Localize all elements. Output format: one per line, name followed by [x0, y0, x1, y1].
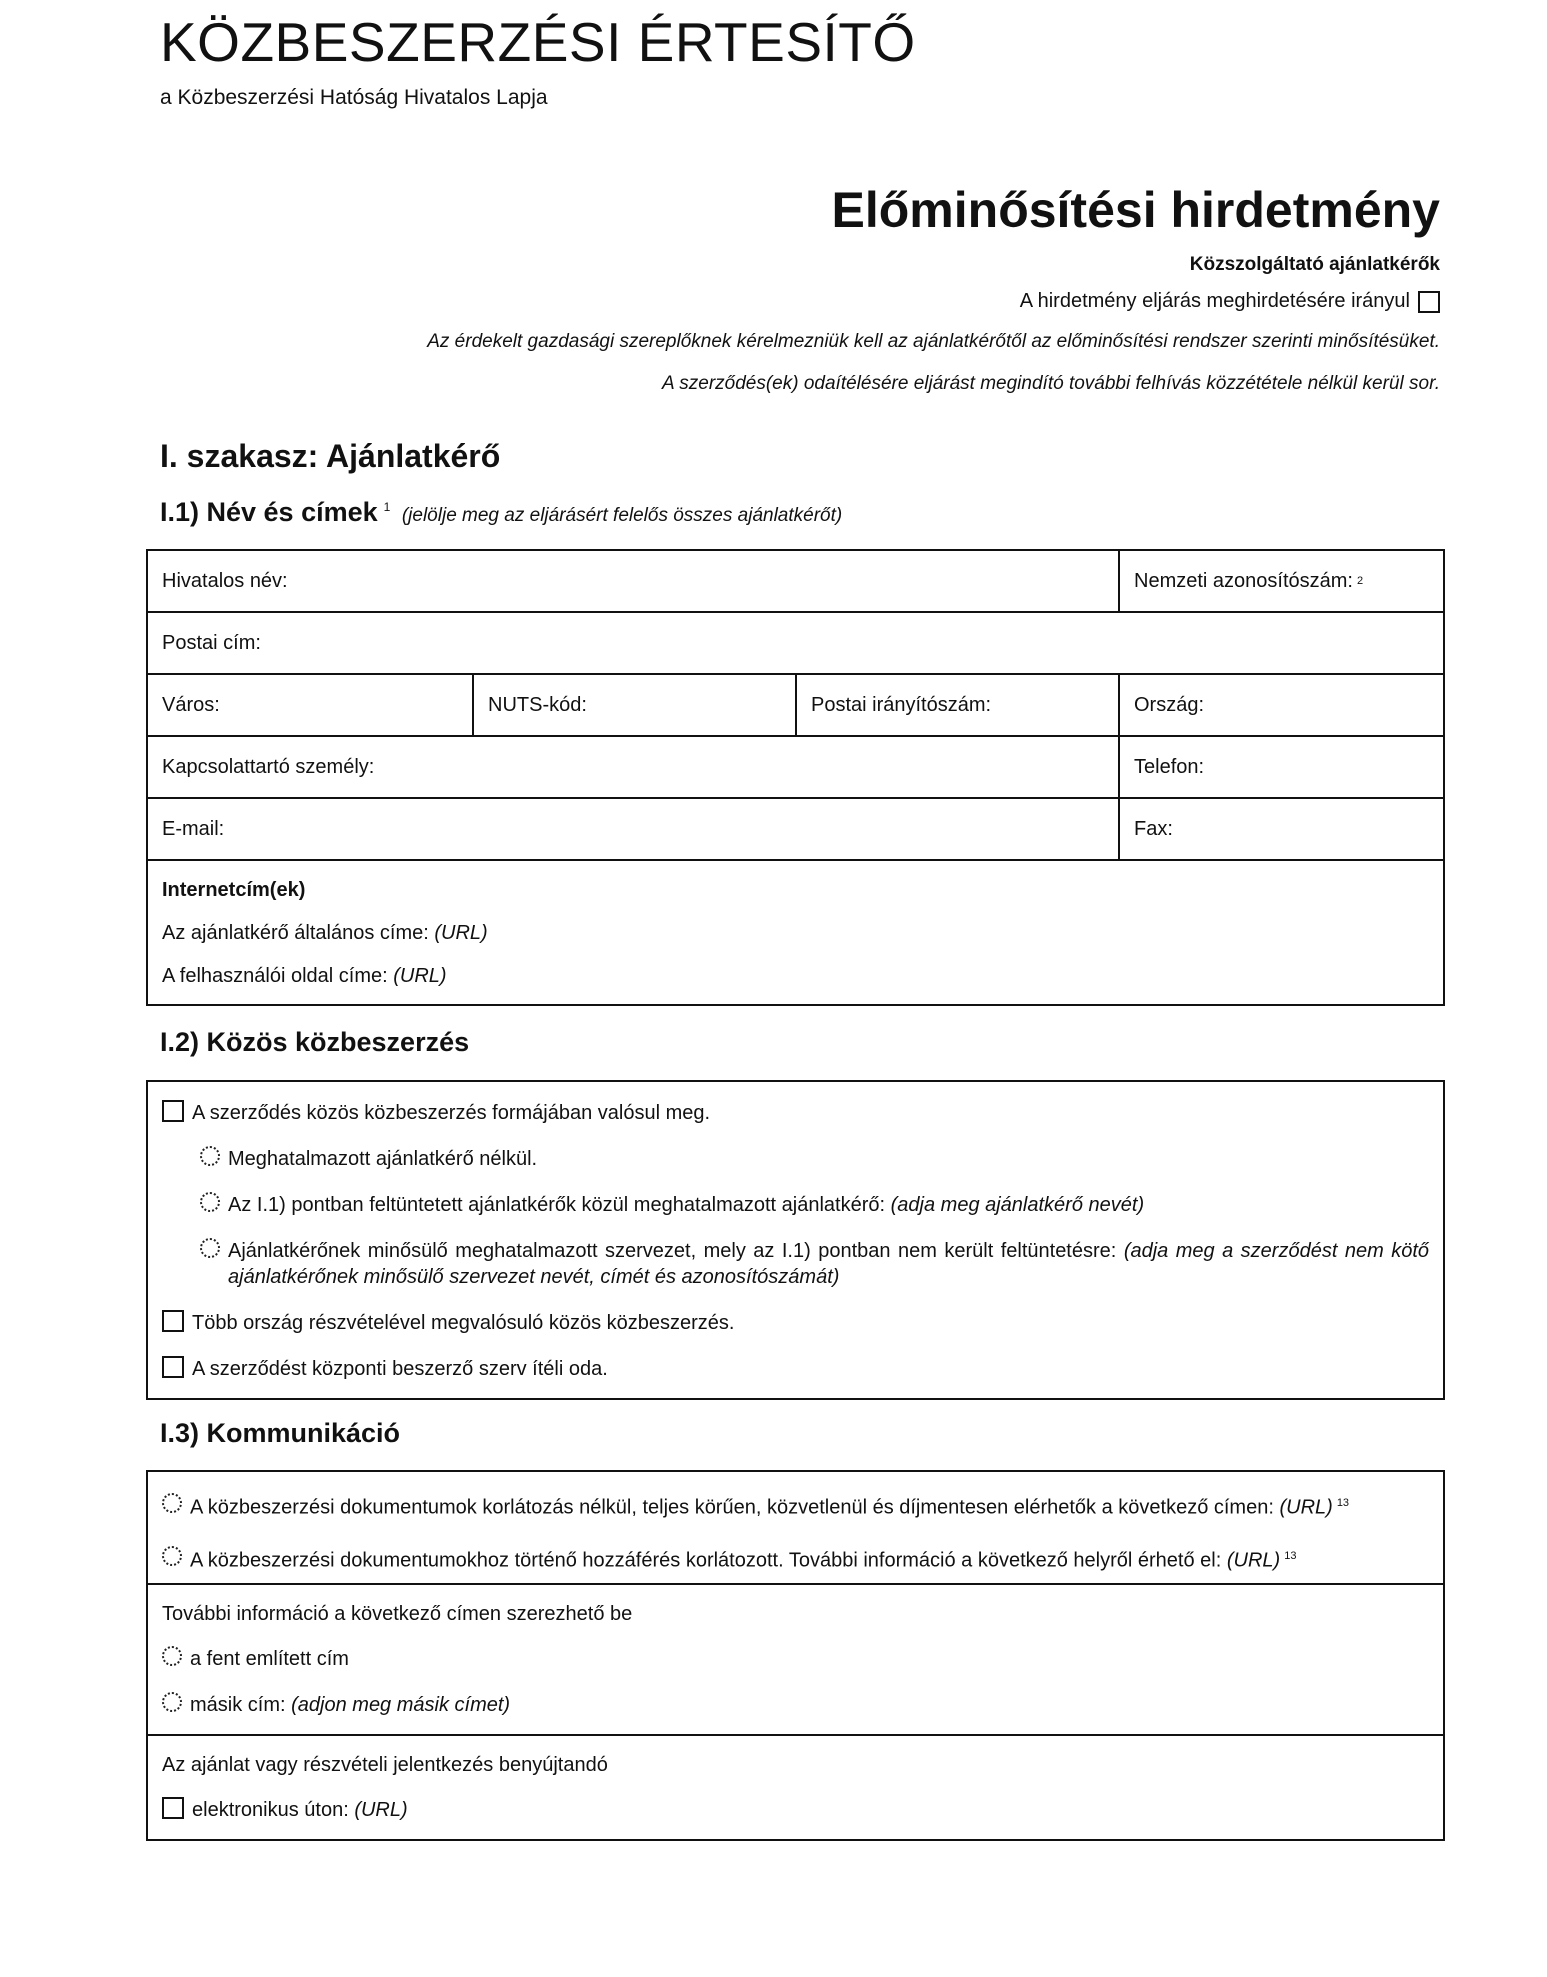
electronic-submission-option[interactable]: elektronikus úton: (URL): [162, 1797, 608, 1823]
table-row: [148, 861, 1443, 1004]
internet-addresses-block: [148, 861, 502, 1004]
table-row: [148, 799, 1443, 861]
notice-italic-line-2: A szerződés(ek) odaítélésére eljárást megindító további felhívás közzététele nélkül kerül sor.: [662, 373, 1440, 394]
documents-access-block: [148, 1472, 1363, 1583]
phone-field[interactable]: Telefon:: [1118, 737, 1443, 797]
official-name-field[interactable]: Hivatalos név:: [162, 569, 288, 592]
fax-field[interactable]: Fax:: [1118, 799, 1443, 859]
electronic-submission-checkbox[interactable]: [162, 1797, 184, 1819]
country-field[interactable]: Ország:: [1118, 675, 1443, 735]
authorised-listed-radio[interactable]: [200, 1192, 220, 1212]
above-address-radio[interactable]: [162, 1646, 182, 1666]
docs-free-option[interactable]: A közbeszerzési dokumentumok korlátozás nélkül, teljes körűen, közvetlenül és díjmentesen elérhetők a következő címen: (URL) $^{13}$: [162, 1490, 1349, 1521]
multi-country-option[interactable]: Több ország részvételével megvalósuló közös közbeszerzés.: [162, 1310, 1429, 1336]
no-authorised-option[interactable]: Meghatalmazott ajánlatkérő nélkül.: [200, 1146, 1429, 1172]
internet-heading: Internetcím(ek): [162, 879, 306, 901]
i2-title: I.2) Közös közbeszerzés: [160, 1027, 470, 1057]
masthead: [160, 8, 916, 110]
general-address-field[interactable]: Az ajánlatkérő általános címe: (URL): [162, 922, 488, 944]
joint-procurement-label: A szerződés közös közbeszerzés formájában valósul meg.: [192, 1102, 711, 1124]
central-purchasing-checkbox[interactable]: [162, 1356, 184, 1378]
nuts-field[interactable]: NUTS-kód:: [472, 675, 795, 735]
no-authorised-radio[interactable]: [200, 1146, 220, 1166]
table-row: [148, 737, 1443, 799]
docs-free-radio[interactable]: [162, 1493, 182, 1513]
buyer-profile-field[interactable]: A felhasználói oldal címe: (URL): [162, 965, 447, 987]
multi-country-checkbox[interactable]: [162, 1310, 184, 1332]
joint-procurement-option[interactable]: [162, 1100, 1429, 1126]
masthead-title: KÖZBESZERZÉSI ÉRTESÍTŐ: [160, 11, 916, 73]
notice-subtitle: Közszolgáltató ajánlatkérők: [1189, 254, 1440, 275]
central-purchasing-option[interactable]: A szerződést központi beszerző szerv ítéli oda.: [162, 1356, 1429, 1382]
i1-note: (jelölje meg az eljárásért felelős összes ajánlatkérőt): [401, 505, 843, 526]
docs-restricted-radio[interactable]: [162, 1546, 182, 1566]
i1-title-line: [160, 497, 842, 528]
postcode-field[interactable]: Postai irányítószám:: [795, 675, 1118, 735]
above-address-option[interactable]: a fent említett cím: [162, 1646, 632, 1672]
notice-title: Előminősítési hirdetmény: [831, 182, 1440, 238]
contact-person-field[interactable]: Kapcsolattartó személy:: [162, 755, 375, 778]
authorised-listed-option[interactable]: Az I.1) pontban feltüntetett ajánlatkérők közül meghatalmazott ajánlatkérő: (adja meg ajánlatkérő nevét): [200, 1192, 1429, 1218]
notice-italic-line-1: Az érdekelt gazdasági szereplőknek kérelmezniük kell az ajánlatkérőtől az előminősítési rendszer szerinti minősítésüket.: [427, 331, 1440, 352]
national-id-field[interactable]: Nemzeti azonosítószám: 2: [1118, 551, 1443, 611]
notice-header: [427, 180, 1440, 395]
other-address-option[interactable]: másik cím: (adjon meg másik címet): [162, 1692, 632, 1718]
section-1-title: I. szakasz: Ajánlatkérő: [160, 438, 501, 474]
other-address-radio[interactable]: [162, 1692, 182, 1712]
city-field[interactable]: Város:: [162, 693, 220, 716]
masthead-subtitle: a Közbeszerzési Hatóság Hivatalos Lapja: [160, 86, 548, 109]
call-for-competition-checkbox[interactable]: [1418, 291, 1440, 313]
authorised-other-option[interactable]: Ajánlatkérőnek minősülő meghatalmazott szervezet, mely az I.1) pontban nem került feltüntetésre: (adja meg a szerződést nem kötő ajánlatkérőnek minősülő szervezet nevét, címét és azonosítószámát): [200, 1238, 1429, 1290]
call-for-competition-line: [427, 290, 1440, 313]
i2-box: [146, 1080, 1445, 1400]
docs-restricted-option[interactable]: A közbeszerzési dokumentumokhoz történő hozzáférés korlátozott. További információ a következő helyről érhető el: (URL) $^{13}$: [162, 1543, 1349, 1574]
more-info-block: [148, 1585, 646, 1734]
i3-title: I.3) Kommunikáció: [160, 1418, 401, 1448]
table-row: [148, 551, 1443, 613]
authorised-other-radio[interactable]: [200, 1238, 220, 1258]
i1-table: [146, 549, 1445, 1006]
i1-title: I.1) Név és címek: [160, 497, 378, 527]
table-row: [148, 613, 1443, 675]
call-for-competition-label: A hirdetmény eljárás meghirdetésére irányul: [1019, 290, 1410, 312]
submission-heading: Az ajánlat vagy részvételi jelentkezés benyújtandó: [162, 1754, 608, 1777]
submission-block: [148, 1736, 622, 1839]
joint-procurement-checkbox[interactable]: [162, 1100, 184, 1122]
i1-footnote-ref: 1: [383, 500, 391, 514]
postal-address-field[interactable]: Postai cím:: [162, 631, 261, 654]
table-row: [148, 675, 1443, 737]
email-field[interactable]: E-mail:: [162, 817, 225, 840]
more-info-heading: További információ a következő címen szerezhető be: [162, 1603, 633, 1626]
i3-box: [146, 1470, 1445, 1841]
